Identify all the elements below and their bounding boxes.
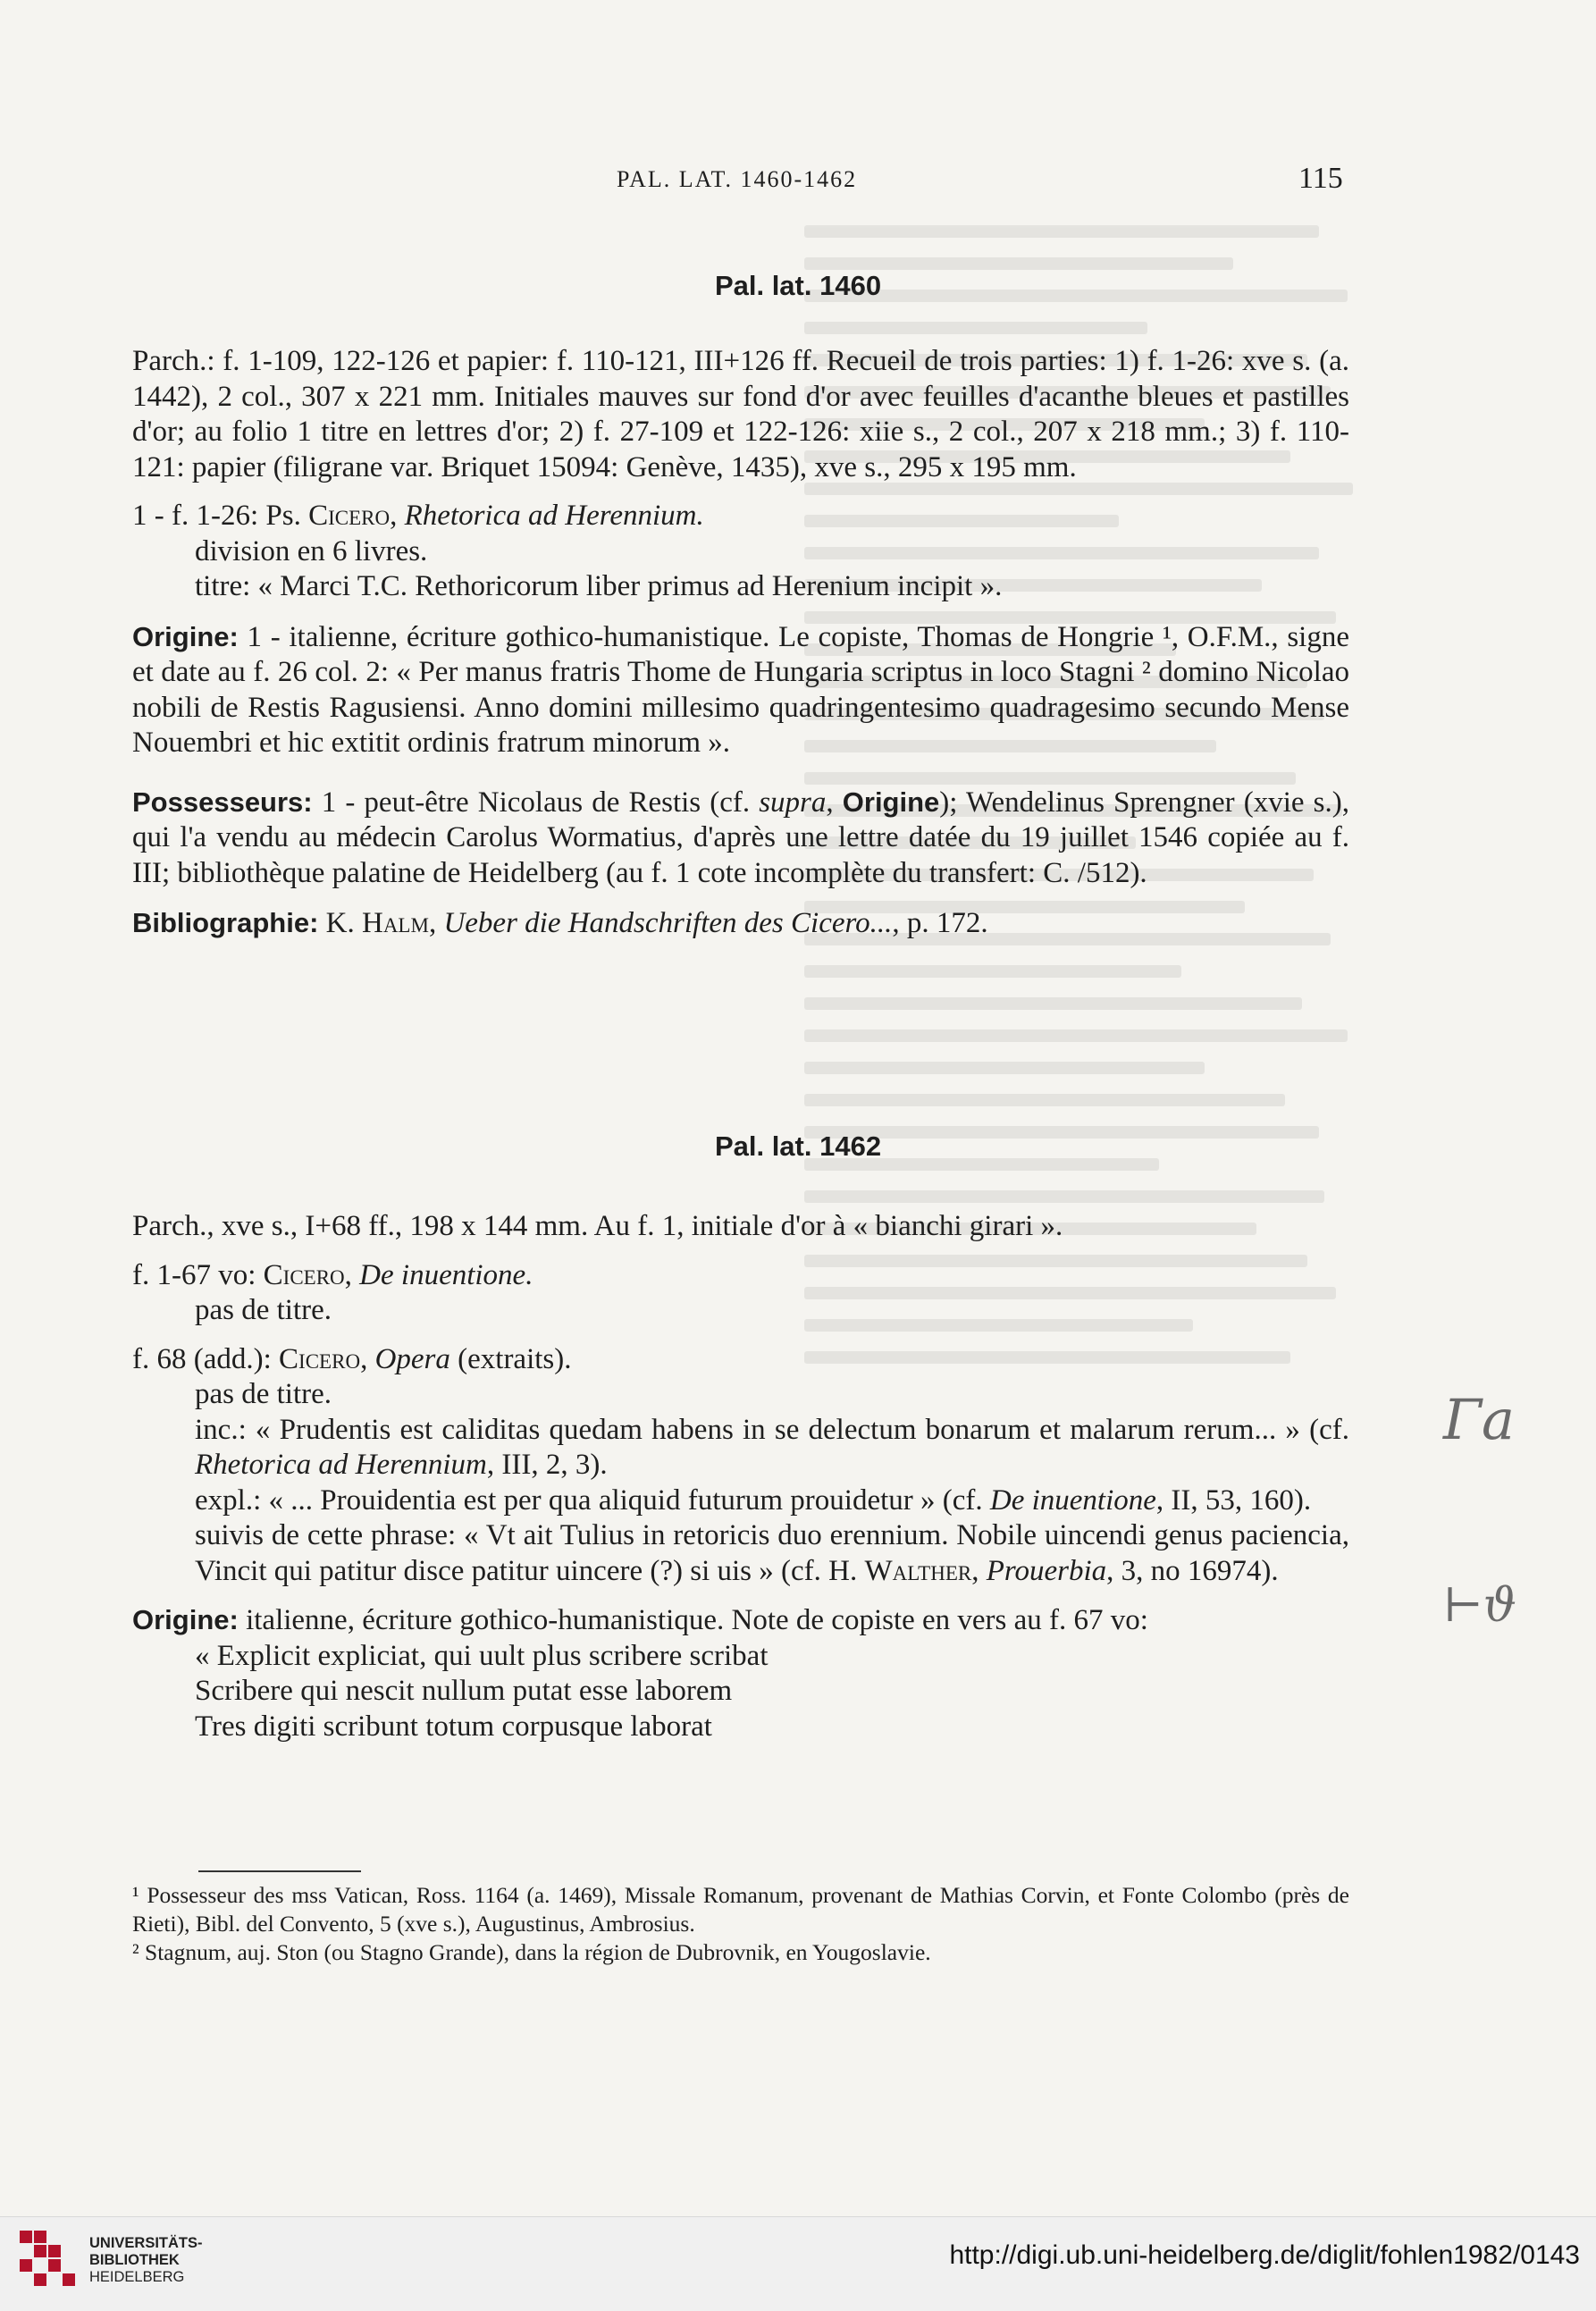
entry-1462: [132, 1209, 1349, 1744]
running-title: PAL. LAT. 1460-1462: [617, 166, 858, 192]
section-title-1462: Pal. lat. 1462: [714, 1130, 882, 1162]
explicit-line: expl.: « ... Prouidentia est per qua aliquid futurum prouidetur » (cf. De inuentione, II, 53, 160).: [195, 1483, 1312, 1517]
origine-paragraph: Origine: 1 - italienne, écriture gothico-humanistique. Le copiste, Thomas de Hongrie ¹, O.F.M., signe et date au f. 26 col. 2: « Per manus fratris Thome de Hungaria scriptus in loco Stagni ² domino Nicolao nobili de Restis Ragusiensi. Anno domini millesimo quadringentesimo quadragesimo secundo Mense Nouembri et hic extitit ordinis fratrum minorum ».: [132, 620, 1349, 759]
footnotes: [132, 1881, 1349, 1967]
content-line: pas de titre.: [195, 1294, 332, 1326]
incipit-line: inc.: « Prudentis est caliditas quedam habens in se delectum bonarum et malarum rerum... » (cf. Rhetorica ad Herennium, III, 2, 3).: [195, 1413, 1349, 1481]
physical-description: Parch., xve s., I+68 ff., 198 x 144 mm. Au f. 1, initiale d'or à « bianchi girari ».: [132, 1210, 1063, 1242]
library-logo-icon: [18, 2229, 80, 2291]
possesseurs-paragraph: Possesseurs: 1 - peut-être Nicolaus de Restis (cf. supra, Origine); Wendelinus Sprengner (xvie s.), qui l'a vendu au médecin Carolus Wormatius, d'après une lettre datée du 19 juillet 1546 copiée au f. III; bibliothèque palatine de Heidelberg (au f. 1 cote incomplète du transfert: C. /512).: [132, 786, 1349, 889]
content-line: division en 6 livres.: [195, 534, 428, 567]
entry-1460: [132, 344, 1349, 942]
content-line: titre: « Marci T.C. Rethoricorum liber primus ad Herenium incipit ».: [195, 570, 1003, 602]
content-item: 1 - f. 1-26: Ps. Cicero, Rhetorica ad Herennium.: [132, 500, 704, 532]
content-item: f. 68 (add.): Cicero, Opera (extraits).: [132, 1342, 572, 1375]
origine-paragraph: Origine: italienne, écriture gothico-humanistique. Note de copiste en vers au f. 67 vo:: [132, 1604, 1148, 1636]
bibliographie-paragraph: Bibliographie: K. Halm, Ueber die Handschriften des Cicero..., p. 172.: [132, 907, 988, 939]
library-name: UNIVERSITÄTS- BIBLIOTHEK HEIDELBERG: [89, 2235, 203, 2285]
page-number: 115: [1298, 162, 1343, 195]
source-url-link[interactable]: http://digi.ub.uni-heidelberg.de/diglit/fohlen1982/0143: [949, 2240, 1580, 2270]
verse-line: Scribere qui nescit nullum putat esse laborem: [195, 1675, 733, 1707]
footnote-1: ¹ Possesseur des mss Vatican, Ross. 1164 (a. 1469), Missale Romanum, provenant de Mathias Corvin, et Fonte Colombo (près de Rieti), Bibl. del Convento, 5 (xve s.), Augustinus, Ambrosius.: [132, 1882, 1349, 1937]
section-title-1460: Pal. lat. 1460: [714, 270, 882, 301]
physical-description: Parch.: f. 1-109, 122-126 et papier: f. 110-121, III+126 ff. Recueil de trois parties: 1) f. 1-26: xve s. (a. 1442), 2 col., 307 x 221 mm. Initiales mauves sur fond d'or avec feuilles d'acanthe bleues et pastilles d'or; au folio 1 titre en lettres d'or; 2) f. 27-109 et 122-126: xiie s., 2 col., 207 x 218 mm.; 3) f. 110-121: papier (filigrane var. Briquet 15094: Genève, 1435), xve s., 295 x 195 mm.: [132, 345, 1349, 483]
verse-line: Tres digiti scribunt totum corpusque laborat: [195, 1710, 712, 1743]
content-line: pas de titre.: [195, 1378, 332, 1410]
content-item: f. 1-67 vo: Cicero, De inuentione.: [132, 1258, 533, 1291]
margin-annotation: Γa: [1443, 1387, 1515, 1452]
margin-annotation: ⊢ϑ: [1443, 1579, 1516, 1633]
footnote-2: ² Stagnum, auj. Ston (ou Stagno Grande), dans la région de Dubrovnik, en Yougoslavie.: [132, 1939, 931, 1965]
verse-line: « Explicit expliciat, qui uult plus scribere scribat: [195, 1639, 769, 1672]
suivis-line: suivis de cette phrase: « Vt ait Tulius in retoricis duo erennium. Nobile uincendi genus paciencia, Vincit qui patitur disce patitur uincere (?) si uis » (cf. H. Walther, Prouerbia, 3, no 16974).: [195, 1519, 1349, 1587]
footnote-rule: [198, 1870, 361, 1872]
